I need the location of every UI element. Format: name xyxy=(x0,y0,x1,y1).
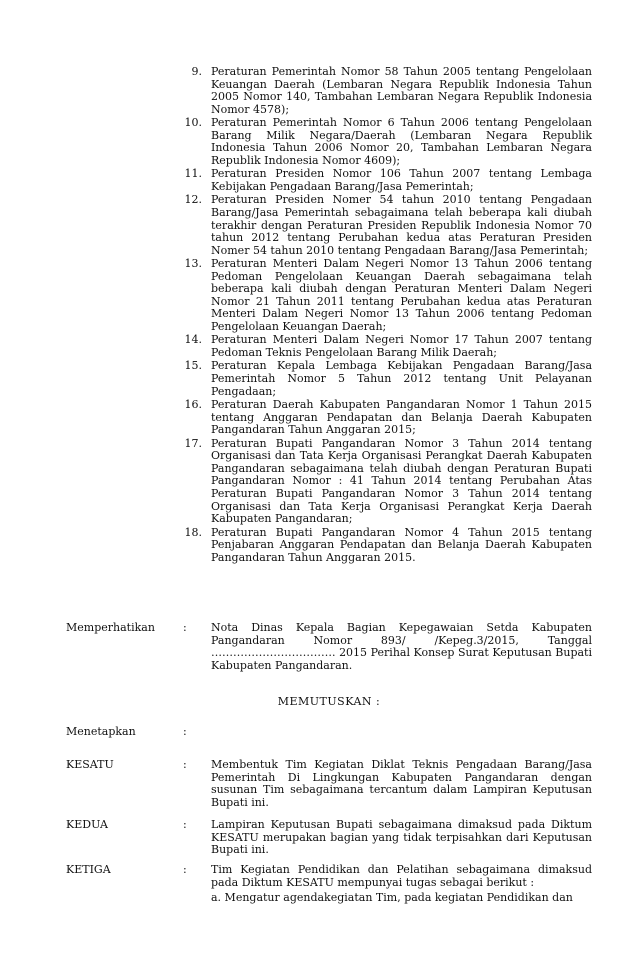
kesatu-colon: : xyxy=(183,758,187,771)
consideration-text: Peraturan Presiden Nomer 54 tahun 2010 tentang Pengadaan Barang/Jasa Pemerintah sebagaimana telah beberapa kali diubah terakhir dengan Peraturan Presiden Republik Indonesia Nomor 70 tahun 2012 tentang Perubahan kedua atas Peraturan Presiden Nomer 54 tahun 2010 tentang Pengadaan Barang/Jasa Pemerintah; xyxy=(211,193,592,257)
kesatu-section xyxy=(0,759,638,809)
memperhatikan-section xyxy=(0,622,638,672)
memperhatikan-text: Nota Dinas Kepala Bagian Kepegawaian Setda Kabupaten Pangandaran Nomor 893/ /Kepeg.3/2015, Tanggal ……………………………. 2015 Perihal Konsep Surat Keputusan Bupati Kabupaten Pangandaran. xyxy=(211,621,592,672)
consideration-number: 9. xyxy=(191,65,202,78)
kedua-colon: : xyxy=(183,818,187,831)
consideration-item xyxy=(0,399,638,437)
consideration-item xyxy=(0,527,638,565)
consideration-text: Peraturan Pemerintah Nomor 58 Tahun 2005 tentang Pengelolaan Keuangan Daerah (Lembaran Negara Republik Indonesia Tahun 2005 Nomor 140, Tambahan Lembaran Negara Republik Indonesia Nomor 4578); xyxy=(211,65,592,116)
ketiga-section xyxy=(0,864,638,905)
consideration-item xyxy=(0,194,638,257)
consideration-number: 16. xyxy=(184,398,202,412)
consideration-text: Peraturan Kepala Lembaga Kebijakan Pengadaan Barang/Jasa Pemerintah Nomor 5 Tahun 2012 tentang Unit Pelayanan Pengadaan; xyxy=(211,359,592,398)
consideration-text: Peraturan Presiden Nomor 106 Tahun 2007 tentang Lembaga Kebijakan Pengadaan Barang/Jasa Pemerintah; xyxy=(211,167,592,193)
consideration-item xyxy=(0,334,638,359)
consideration-item xyxy=(0,168,638,193)
consideration-number: 11. xyxy=(184,167,202,181)
consideration-number: 10. xyxy=(184,116,202,130)
menetapkan-label: Menetapkan xyxy=(66,725,136,738)
ketiga-label: KETIGA xyxy=(66,863,111,876)
kedua-section xyxy=(0,819,638,857)
consideration-number: 14. xyxy=(184,333,202,347)
ketiga-colon: : xyxy=(183,863,187,876)
consideration-item xyxy=(0,66,638,116)
menetapkan-colon: : xyxy=(183,725,187,738)
consideration-number: 13. xyxy=(184,257,202,271)
consideration-text: Peraturan Bupati Pangandaran Nomor 3 Tahun 2014 tentang Organisasi dan Tata Kerja Organisasi Perangkat Daerah Kabupaten Pangandaran sebagaimana telah diubah dengan Peraturan Bupati Pangandaran Nomor : 41 Tahun 2014 tentang Perubahan Atas Peraturan Bupati Pangandaran Nomor 3 Tahun 2014 tentang Organisasi dan Tata Kerja Organisasi Perangkat Kerja Daerah Kabupaten Pangandaran; xyxy=(211,436,592,526)
memperhatikan-colon: : xyxy=(183,621,187,634)
ketiga-text: Tim Kegiatan Pendidikan dan Pelatihan sebagaimana dimaksud pada Diktum KESATU mempunyai tugas sebagai berikut : xyxy=(211,863,592,889)
kedua-text: Lampiran Keputusan Bupati sebagaimana dimaksud pada Diktum KESATU merupakan bagian yang tidak terpisahkan dari Keputusan Bupati ini. xyxy=(211,818,592,857)
consideration-item xyxy=(0,360,638,398)
consideration-item xyxy=(0,258,638,334)
consideration-number: 18. xyxy=(184,525,202,539)
consideration-number: 15. xyxy=(184,359,202,373)
ketiga-sub-item-a: a. Mengatur agendakegiatan Tim, pada kegiatan Pendidikan dan xyxy=(211,891,573,905)
consideration-text: Peraturan Daerah Kabupaten Pangandaran Nomor 1 Tahun 2015 tentang Anggaran Pendapatan dan Belanja Daerah Kabupaten Pangandaran Tahun Anggaran 2015; xyxy=(211,398,592,437)
consideration-text: Peraturan Menteri Dalam Negeri Nomor 17 Tahun 2007 tentang Pedoman Teknis Pengelolaan Barang Milik Daerah; xyxy=(211,333,592,360)
consideration-item xyxy=(0,117,638,167)
kedua-label: KEDUA xyxy=(66,818,108,831)
kesatu-text: Membentuk Tim Kegiatan Diklat Teknis Pengadaan Barang/Jasa Pemerintah Di Lingkungan Kabupaten Pangandaran dengan susunan Tim sebagaimana tercantum dalam Lampiran Keputusan Bupati ini. xyxy=(211,758,592,809)
consideration-item xyxy=(0,438,638,526)
decision-heading: MEMUTUSKAN : xyxy=(277,695,381,708)
consideration-number: 12. xyxy=(184,193,202,207)
consideration-text: Peraturan Pemerintah Nomor 6 Tahun 2006 tentang Pengelolaan Barang Milik Negara/Daerah (Lembaran Negara Republik Indonesia Tahun 2006 Nomor 20, Tambahan Lembaran Negara Republik Indonesia Nomor 4609); xyxy=(211,116,592,167)
consideration-number: 17. xyxy=(184,436,202,450)
consideration-text: Peraturan Menteri Dalam Negeri Nomor 13 Tahun 2006 tentang Pedoman Pengelolaan Keuangan Daerah sebagaimana telah beberapa kali diubah dengan Peraturan Menteri Dalam Negeri Nomor 21 Tahun 2011 tentang Perubahan kedua atas Peraturan Menteri Dalam Negeri Nomor 13 Tahun 2006 tentang Pedoman Pengelolaan Keuangan Daerah; xyxy=(211,257,592,334)
considerations-list xyxy=(0,66,638,565)
kesatu-label: KESATU xyxy=(66,758,114,771)
memperhatikan-label: Memperhatikan xyxy=(66,621,155,634)
consideration-text: Peraturan Bupati Pangandaran Nomor 4 Tahun 2015 tentang Penjabaran Anggaran Pendapatan dan Belanja Daerah Kabupaten Pangandaran Tahun Anggaran 2015. xyxy=(211,525,592,564)
